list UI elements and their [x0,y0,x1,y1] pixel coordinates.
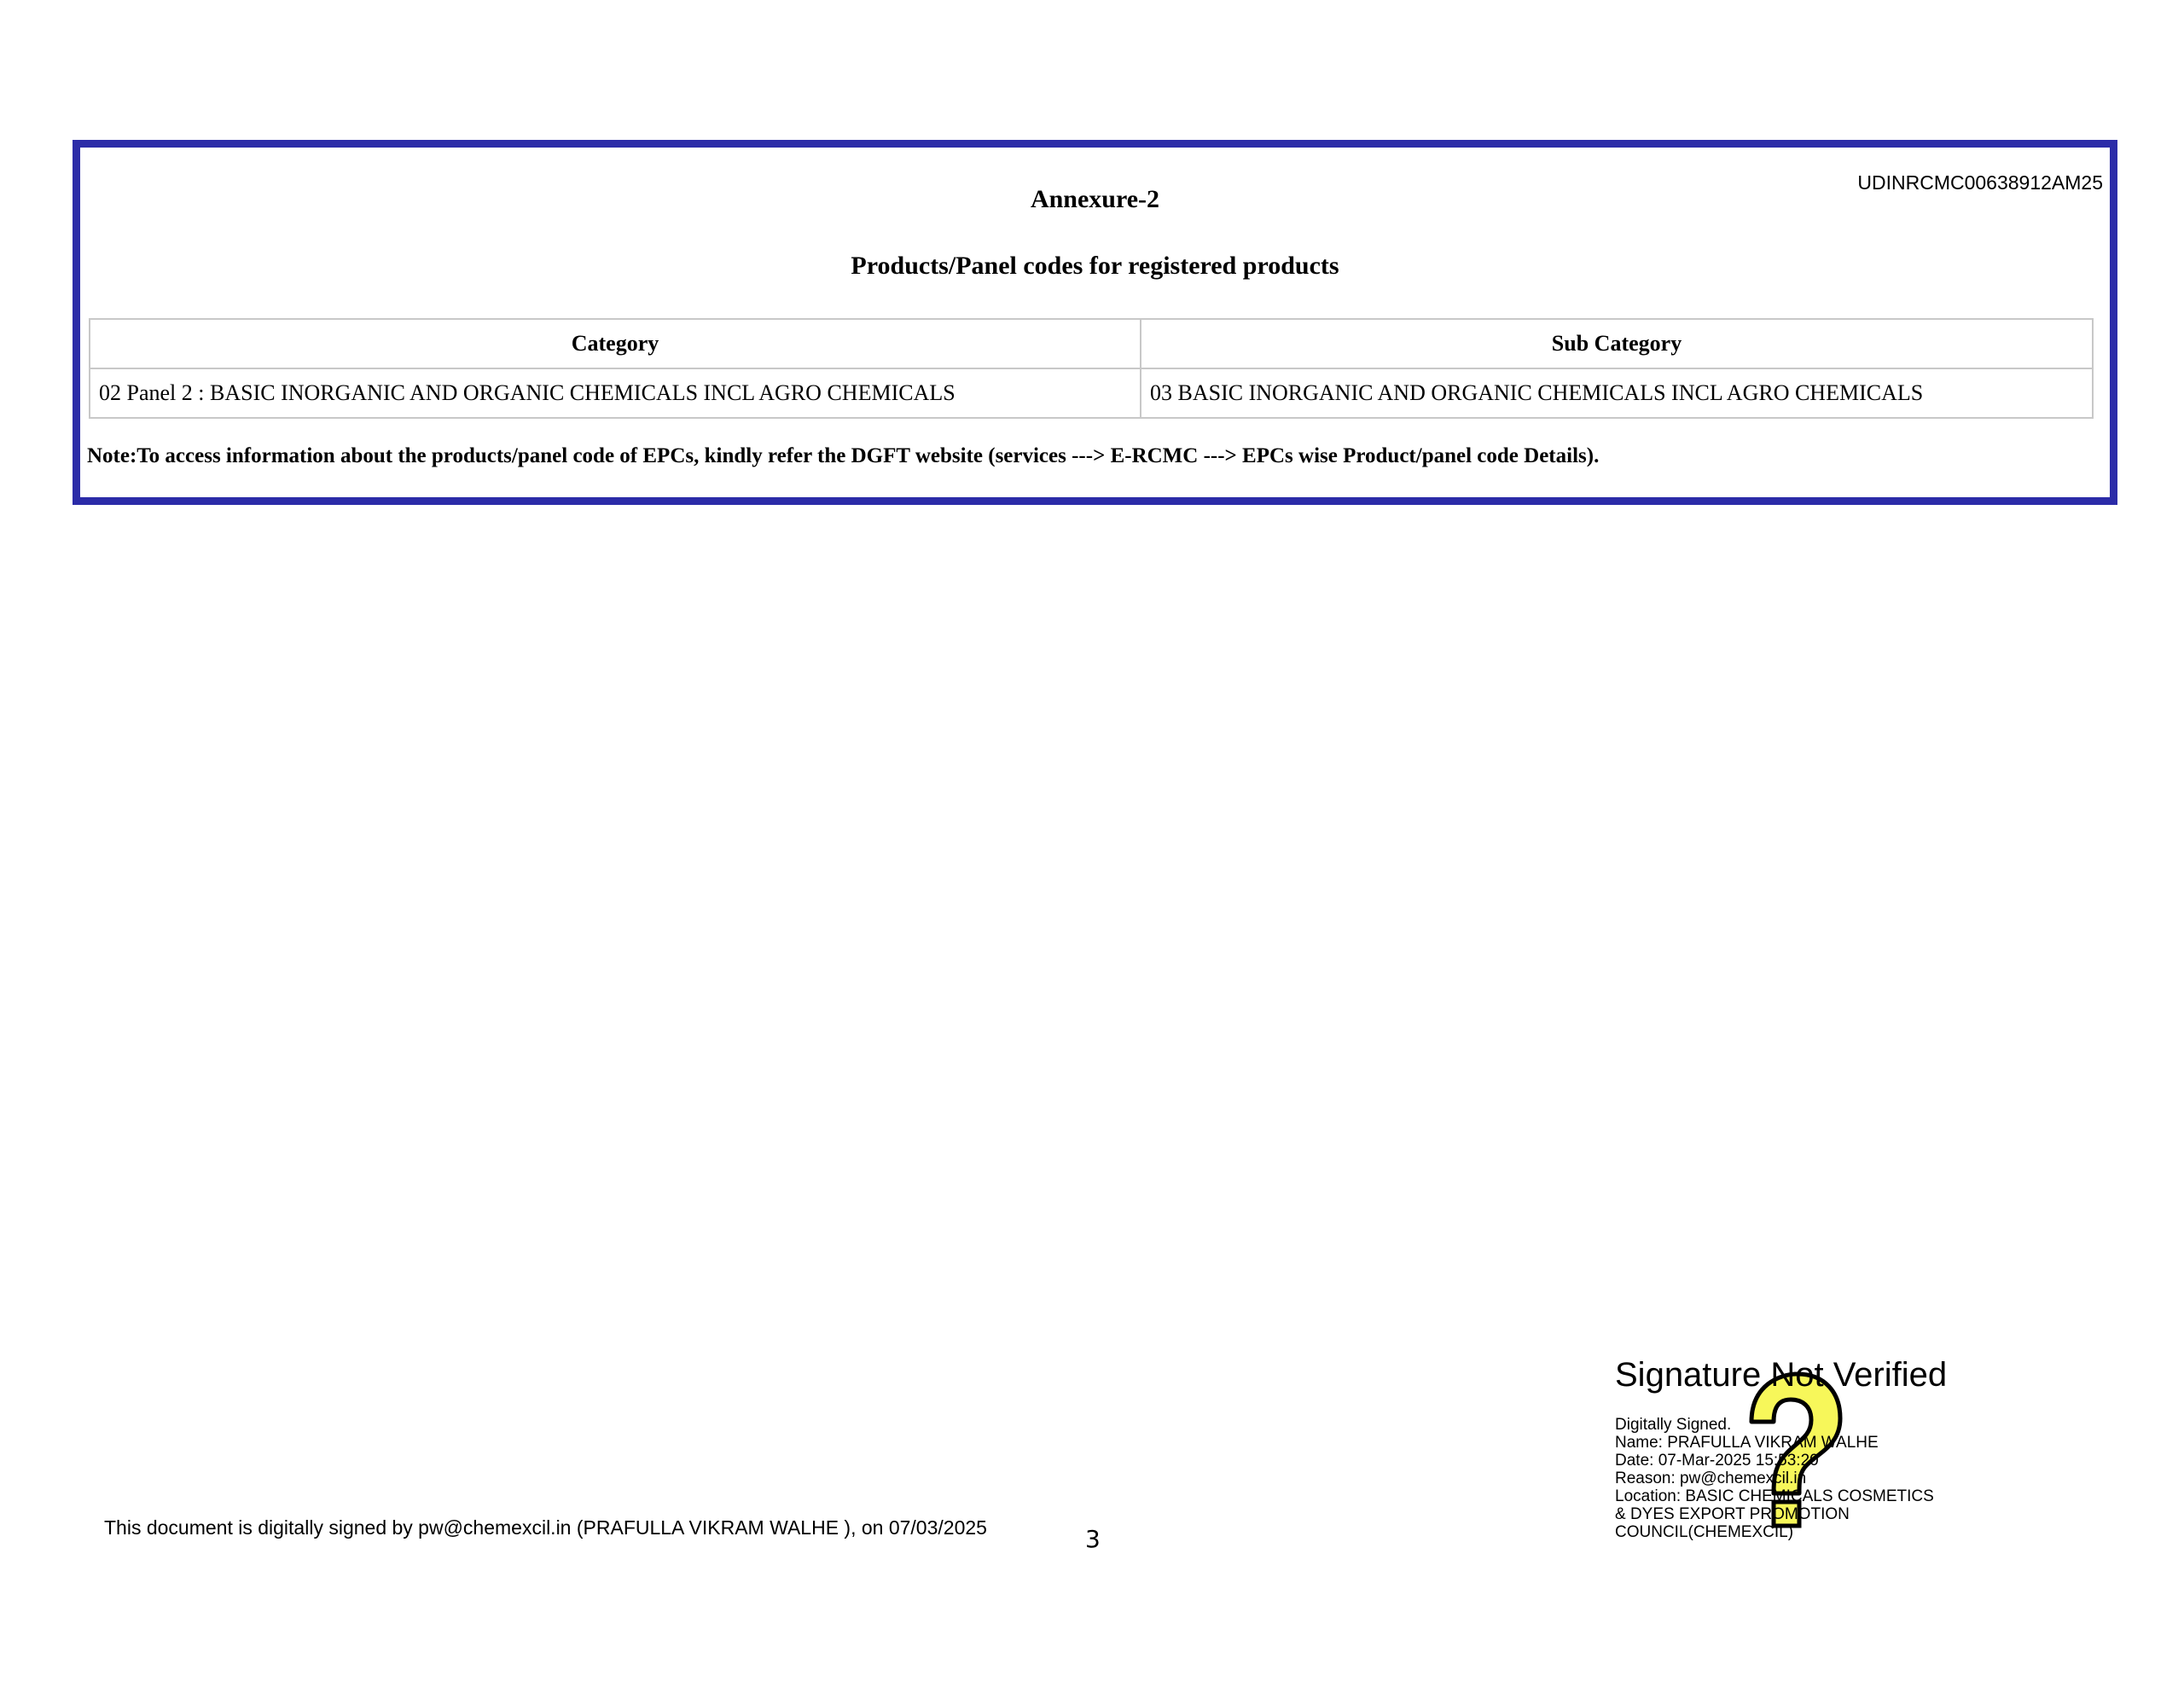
digital-signature-footer: This document is digitally signed by pw@chemexcil.in (PRAFULLA VIKRAM WALHE ), on 07/03/2025 [104,1516,987,1539]
annexure-subtitle: Products/Panel codes for registered products [851,252,1339,280]
products-table [89,318,2094,419]
category-cell: 02 Panel 2 : BASIC INORGANIC AND ORGANIC CHEMICALS INCL AGRO CHEMICALS [90,368,1141,418]
category-header: Category [90,319,1141,368]
signature-details [1615,1416,1934,1541]
table-header-row [90,319,2093,368]
sub-category-cell: 03 BASIC INORGANIC AND ORGANIC CHEMICALS INCL AGRO CHEMICALS [1141,368,2093,418]
page-number: 3 [1085,1525,1101,1553]
sub-category-header: Sub Category [1141,319,2093,368]
signature-location: Location: BASIC CHEMICALS COSMETICS [1615,1487,1934,1505]
annexure-box [73,140,2117,505]
udin-number: UDINRCMC00638912AM25 [1857,171,2103,194]
signature-date: Date: 07-Mar-2025 15:53:20 [1615,1452,1819,1470]
signature-stamp [1615,1356,1982,1552]
signature-reason: Reason: pw@chemexcil.in [1615,1470,1807,1487]
table-row [90,368,2093,418]
dgft-note: Note:To access information about the products/panel code of EPCs, kindly refer the DGFT website (services ---> E-RCMC ---> EPCs wise Product/panel code Details). [87,444,1600,467]
signature-line: Digitally Signed. [1615,1416,1732,1434]
signature-status: Signature Not Verified [1615,1356,1948,1394]
signature-location-line-3: COUNCIL(CHEMEXCIL) [1615,1523,1794,1541]
annexure-title: Annexure-2 [1030,185,1160,213]
signature-location-line-2: & DYES EXPORT PROMOTION [1615,1505,1850,1523]
signature-name: Name: PRAFULLA VIKRAM WALHE [1615,1434,1879,1452]
